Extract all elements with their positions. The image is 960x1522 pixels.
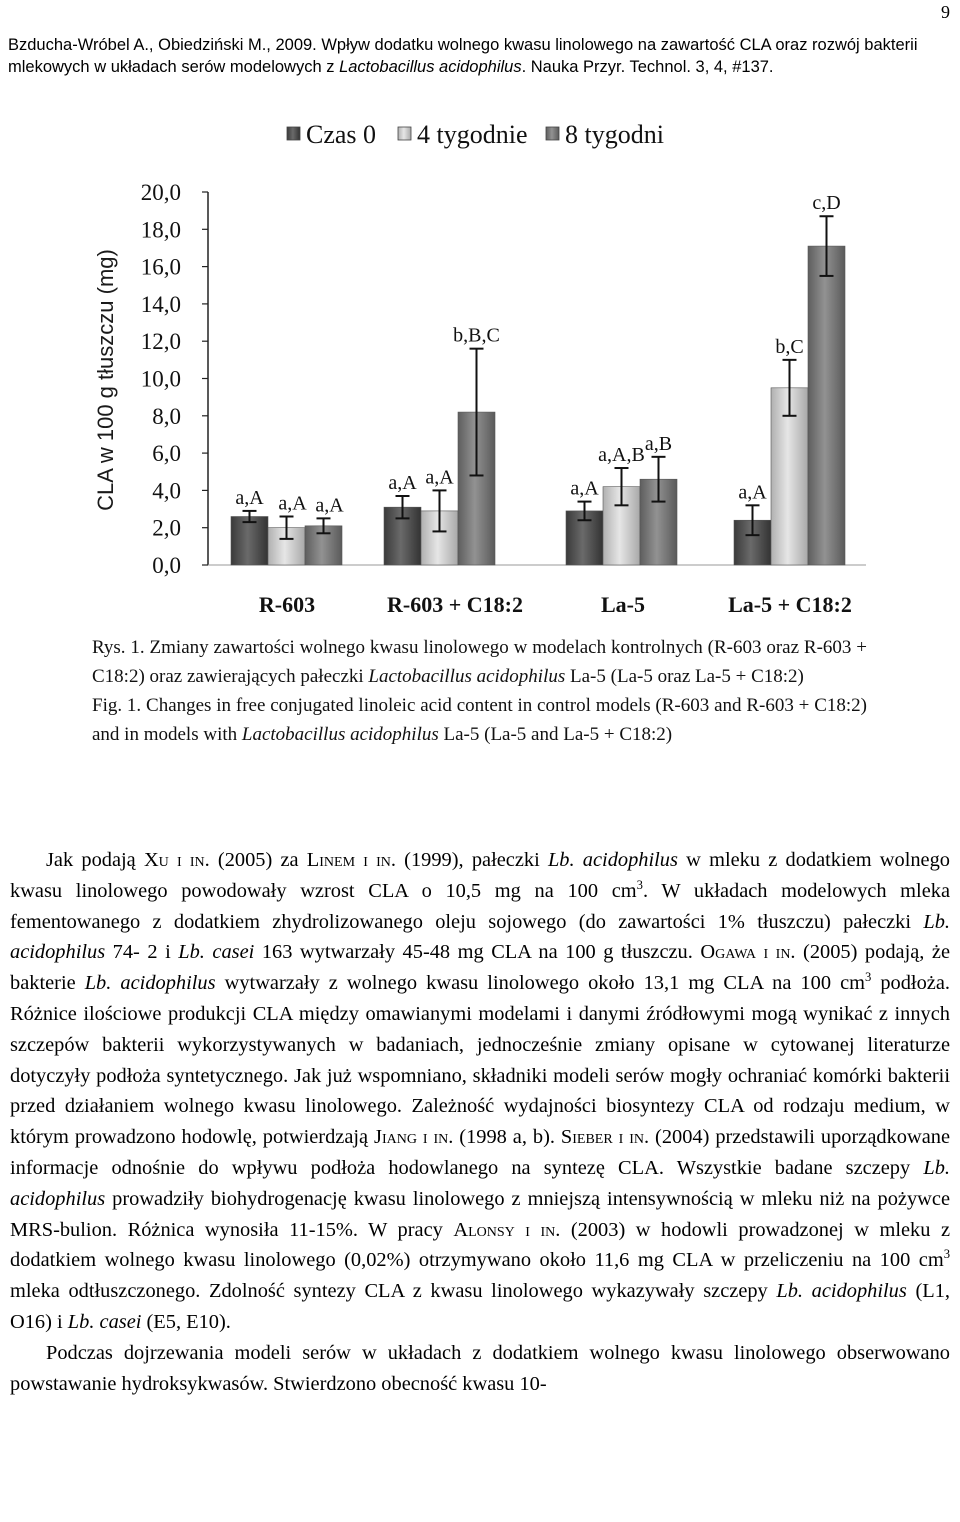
species-name: Lb. acidophilus — [10, 910, 950, 964]
data-label: a,A,B — [598, 444, 645, 467]
x-category-label: R-603 + C18:2 — [387, 592, 523, 617]
citation-ogawa: Ogawa i in. — [700, 941, 796, 964]
superscript: 3 — [864, 970, 872, 985]
text-run: (L1, O16) i — [10, 1280, 950, 1333]
x-axis-category-labels — [259, 592, 852, 617]
superscript: 3 — [636, 878, 643, 892]
species-name: Lb. casei — [178, 941, 255, 964]
citation-xu: Xu i in. — [143, 849, 210, 871]
caption-polish-text-end: La-5 (La-5 oraz La-5 + C18:2) — [570, 666, 804, 687]
caption-polish-text: Zmiany zawartości wolnego kwasu linolowego w modelach kontrolnych (R-603 oraz R-603 + C18:2) oraz zawierających pałeczki — [92, 637, 867, 687]
data-label: c,D — [812, 192, 841, 215]
y-tick-label: 16,0 — [140, 254, 181, 280]
text-run: (E5, E10). — [141, 1310, 231, 1333]
citation-journal: . Nauka Przyr. Technol. 3, 4, #137. — [521, 58, 774, 76]
bar-0-0 — [231, 517, 268, 565]
x-category-label: La-5 + C18:2 — [728, 592, 852, 617]
body-text — [10, 845, 950, 1399]
text-run: 74- 2 i — [105, 941, 179, 964]
data-label: a,A — [235, 486, 264, 509]
text-run: (1998 a, b). — [453, 1126, 561, 1149]
citation-sieber: Sieber i in. — [560, 1126, 650, 1149]
citation-alonsy: Alonsy i in. — [453, 1218, 561, 1241]
data-label: a,A — [388, 471, 417, 494]
citation-linem: Linem i in. — [306, 849, 396, 871]
text-run: w mleku z dodatkiem wolnego kwasu linolowego powodowały wzrost CLA o 10,5 mg na 100 cm — [10, 849, 950, 902]
legend-label: Czas 0 — [306, 120, 377, 149]
caption-english-text-end: La-5 (La-5 and La-5 + C18:2) — [443, 724, 673, 745]
caption-english — [92, 691, 867, 749]
text-run: wytwarzały z wolnego kwasu linolowego około 13,1 mg CLA na 100 cm — [215, 972, 865, 995]
x-category-label: La-5 — [601, 592, 645, 617]
legend-label: 4 tygodnie — [417, 120, 528, 149]
superscript: 3 — [943, 1247, 950, 1262]
legend-swatch — [546, 127, 559, 140]
y-tick-label: 20,0 — [140, 180, 181, 205]
species-name: Lb. casei — [67, 1310, 142, 1333]
chart-bars — [231, 192, 845, 565]
y-tick-label: 4,0 — [152, 478, 181, 504]
text-run: (2005) podają, że bakterie — [10, 941, 951, 995]
text-run: (2003) w hodowli prowadzonej w mleku z dodatkiem wolnego kwasu linolowego (0,02%) otrzymywano około 11,6 mg CLA w przeliczeniu na 100 cm — [10, 1218, 950, 1272]
caption-polish-species: Lactobacillus acidophilus — [368, 666, 566, 687]
y-tick-label: 18,0 — [140, 217, 181, 243]
y-axis-ticks — [141, 180, 208, 578]
y-tick-label: 0,0 — [152, 553, 181, 578]
data-label: a,A — [425, 466, 454, 489]
text-run: podłoża. Różnice ilościowe produkcji CLA między omawianymi modelami i danymi źródłowymi mogą wynikać z innych szczepów bakterii wykorzystywanych w badaniach, jednocześnie zmiany opisane w cytowanej literaturze dotyczyły podłoża syntetycznego. Jak już wspomniano, składniki modeli serów mogły ochraniać komórki bakterii przed działaniem wolnego kwasu linolowego. Zależność wydajności biosyntezy CLA od rodzaju medium, w którym prowadzono hodowlę, potwierdzają — [10, 972, 950, 1149]
data-label: a,A — [315, 494, 344, 517]
data-label: b,C — [775, 335, 804, 358]
species-name: Lb. acidophilus — [84, 972, 216, 995]
data-label: a,B — [644, 432, 673, 455]
y-tick-label: 10,0 — [140, 366, 181, 392]
legend-swatch — [287, 127, 300, 140]
legend-label: 8 tygodni — [565, 120, 664, 149]
figure-captions — [92, 633, 867, 749]
page-number: 9 — [941, 2, 950, 22]
caption-english-species: Lactobacillus acidophilus — [241, 724, 439, 745]
caption-english-label: Fig. 1. — [92, 695, 142, 716]
cla-bar-chart — [0, 110, 960, 620]
text-run: (2005) za — [209, 849, 307, 871]
text-run: . W układach modelowych mleka fementowanego z dodatkiem zhydrolizowanego oleju sojowego (do zawartości 1% tłuszczu) pałeczki — [10, 879, 951, 933]
text-run: 163 wytwarzały 45-48 mg CLA na 100 g tłuszczu. — [254, 941, 701, 964]
caption-polish — [92, 633, 867, 691]
y-tick-label: 14,0 — [140, 291, 181, 317]
legend-swatch — [398, 127, 411, 140]
species-name: Lb. acidophilus — [547, 849, 678, 871]
body-paragraph-2: Podczas dojrzewania modeli serów w układach z dodatkiem wolnego kwasu linolowego obserwowano powstawanie hydroksykwasów. Stwierdzono obecność kwasu 10- — [10, 1341, 950, 1395]
y-tick-label: 2,0 — [152, 515, 181, 541]
text-run: Jak podają — [46, 849, 144, 871]
citation-title: Wpływ dodatku wolnego kwasu linolowego na zawartość CLA oraz rozwój bakterii mlekowych w układach serów modelowych z — [8, 36, 918, 76]
bar-3-2 — [808, 246, 845, 565]
y-axis-label: CLA w 100 g tłuszczu (mg) — [93, 249, 118, 511]
text-run: (2004) przedstawili uporządkowane informacje odnośnie do wpływu podłoża hodowlanego na syntezę CLA. Wszystkie badane szczepy — [10, 1126, 950, 1179]
text-run: (1999), pałeczki — [395, 849, 548, 871]
x-category-label: R-603 — [258, 592, 316, 617]
article-citation-header — [8, 34, 938, 78]
chart-legend — [287, 120, 664, 149]
text-run: mleka odtłuszczonego. Zdolność syntezy CLA z kwasu linolowego wykazywały szczepy — [10, 1280, 777, 1303]
citation-species: Lactobacillus acidophilus — [339, 58, 522, 76]
species-name: Lb. acidophilus — [776, 1280, 907, 1303]
data-label: a,A — [278, 492, 307, 515]
data-label: a,A — [570, 477, 599, 500]
citation-authors: Bzducha-Wróbel A., Obiedziński M., 2009. — [8, 36, 317, 54]
caption-polish-label: Rys. 1. — [92, 637, 145, 658]
data-label: a,A — [738, 481, 767, 504]
data-label: b,B,C — [453, 324, 500, 347]
text-run: prowadziły biohydrogenację kwasu linolowego z mniejszą intensywnością w mleku niż na pożywce MRS-bulion. Różnica wynosiła 11-15%. W pracy — [10, 1187, 950, 1241]
species-name: Lb. acidophilus — [10, 1156, 950, 1210]
body-paragraph-1 — [10, 845, 950, 1338]
caption-english-text: Changes in free conjugated linoleic acid content in control models (R-603 and R-603 + C18:2) and in models with — [92, 695, 867, 745]
y-tick-label: 12,0 — [140, 329, 181, 355]
y-tick-label: 6,0 — [152, 441, 181, 467]
citation-jiang: Jiang i in. — [374, 1126, 454, 1149]
y-tick-label: 8,0 — [152, 403, 181, 429]
